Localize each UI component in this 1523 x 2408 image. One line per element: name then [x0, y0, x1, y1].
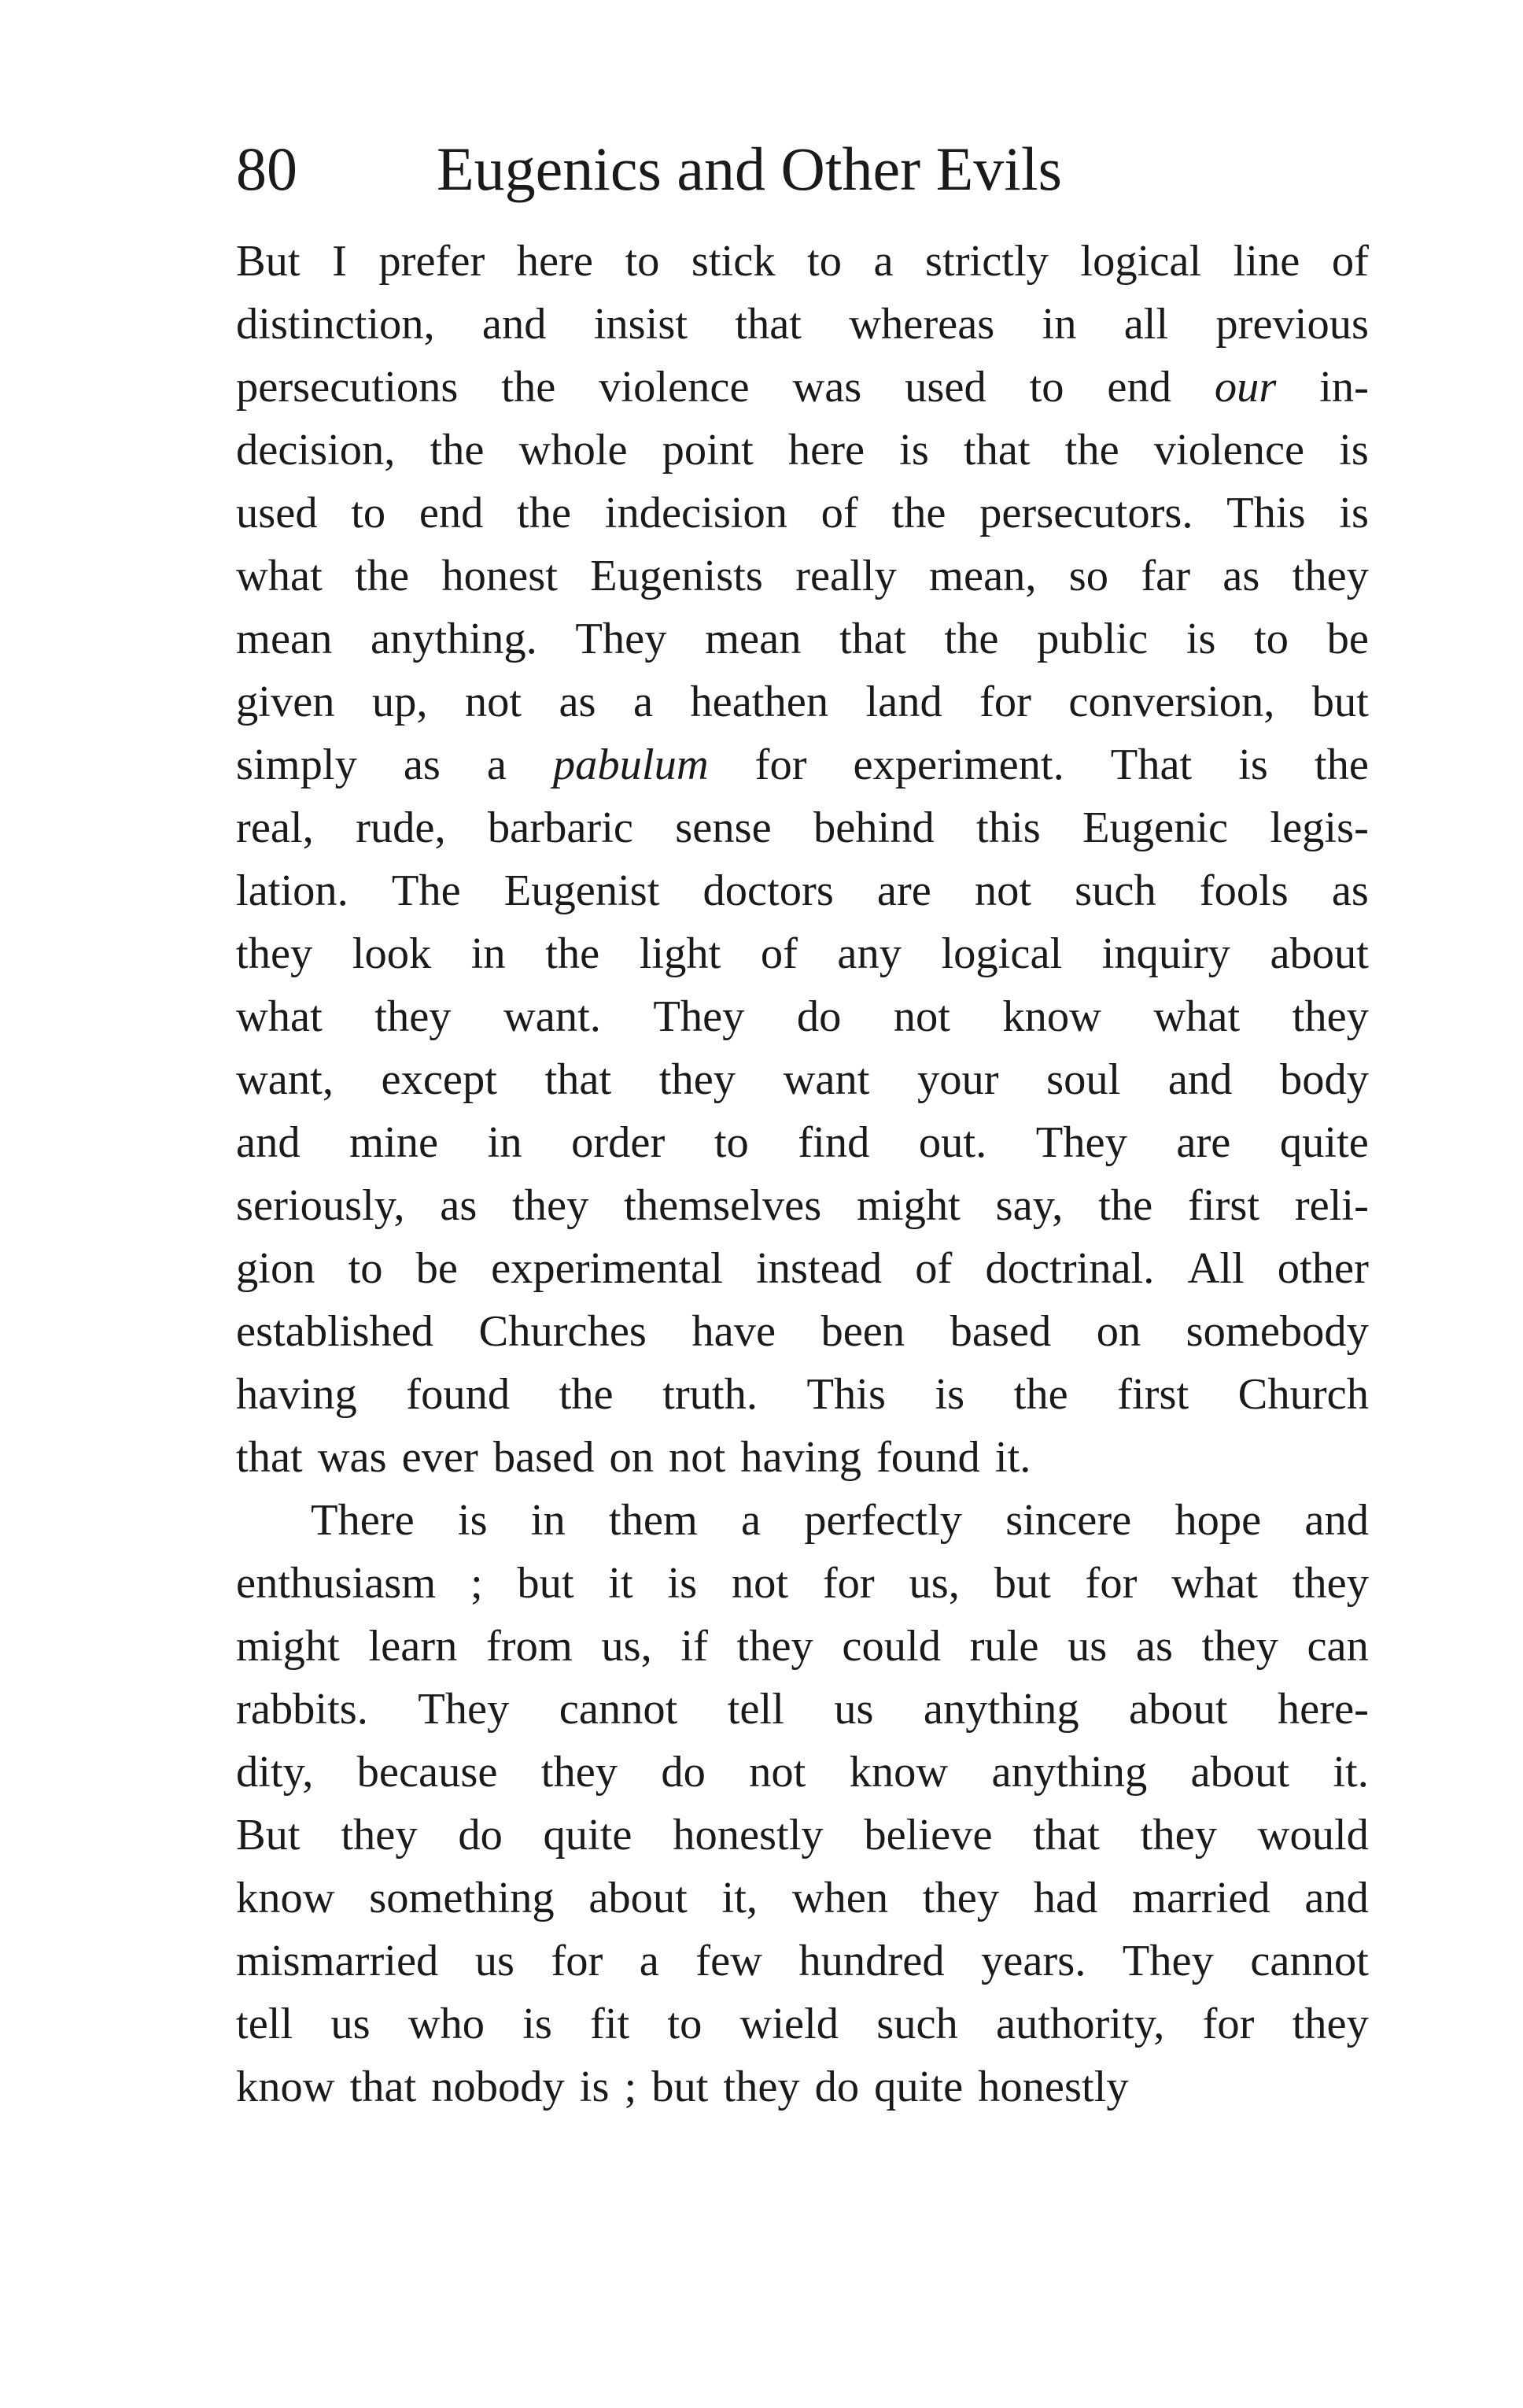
text-line: that was ever based on not having found it. — [236, 1433, 1031, 1482]
text-line: established Churches have been based on somebody — [236, 1307, 1369, 1356]
text-line: mean anything. They mean that the public is to be — [236, 615, 1369, 663]
text-line: decision, the whole point here is that the violence is — [236, 426, 1369, 475]
text-line: But I prefer here to stick to a strictly logical line of — [236, 237, 1369, 286]
text-line: persecutions the violence was used to end our in- — [236, 363, 1369, 412]
text-line: know something about it, when they had married and — [236, 1874, 1369, 1922]
text-line: might learn from us, if they could rule us as they can — [236, 1622, 1369, 1671]
text-line: But they do quite honestly believe that they would — [236, 1811, 1369, 1860]
text-line: used to end the indecision of the persecutors. This is — [236, 489, 1369, 537]
running-head — [236, 126, 1298, 212]
text-line: dity, because they do not know anything about it. — [236, 1748, 1369, 1797]
text-line: tell us who is fit to wield such authority, for they — [236, 2000, 1369, 2048]
page-number: 80 — [236, 135, 297, 203]
paragraph — [236, 230, 1369, 1489]
text-line: know that nobody is ; but they do quite honestly — [236, 2063, 1129, 2111]
text-line: and mine in order to find out. They are quite — [236, 1118, 1369, 1167]
text-line: There is in them a perfectly sincere hope and — [311, 1496, 1369, 1545]
text-line: what the honest Eugenists really mean, so far as they — [236, 552, 1369, 600]
text-line: having found the truth. This is the first Church — [236, 1370, 1369, 1419]
paragraph — [236, 1489, 1369, 2118]
text-line: gion to be experimental instead of doctrinal. All other — [236, 1244, 1369, 1293]
text-line: lation. The Eugenist doctors are not such fools as — [236, 866, 1369, 915]
text-line: what they want. They do not know what they — [236, 992, 1369, 1041]
text-line: want, except that they want your soul and body — [236, 1055, 1369, 1104]
text-line: mismarried us for a few hundred years. They cannot — [236, 1937, 1369, 1985]
text-line: simply as a pabulum for experiment. That is the — [236, 740, 1369, 789]
text-line: distinction, and insist that whereas in all previous — [236, 300, 1369, 349]
text-line: given up, not as a heathen land for conversion, but — [236, 678, 1369, 726]
body-text — [236, 230, 1369, 2118]
text-line: they look in the light of any logical inquiry about — [236, 929, 1369, 978]
text-line: rabbits. They cannot tell us anything about here- — [236, 1685, 1369, 1734]
text-line: enthusiasm ; but it is not for us, but for what they — [236, 1559, 1369, 1608]
text-line: seriously, as they themselves might say, the first reli- — [236, 1181, 1369, 1230]
running-title: Eugenics and Other Evils — [437, 135, 1062, 203]
text-line: real, rude, barbaric sense behind this Eugenic legis- — [236, 803, 1369, 852]
